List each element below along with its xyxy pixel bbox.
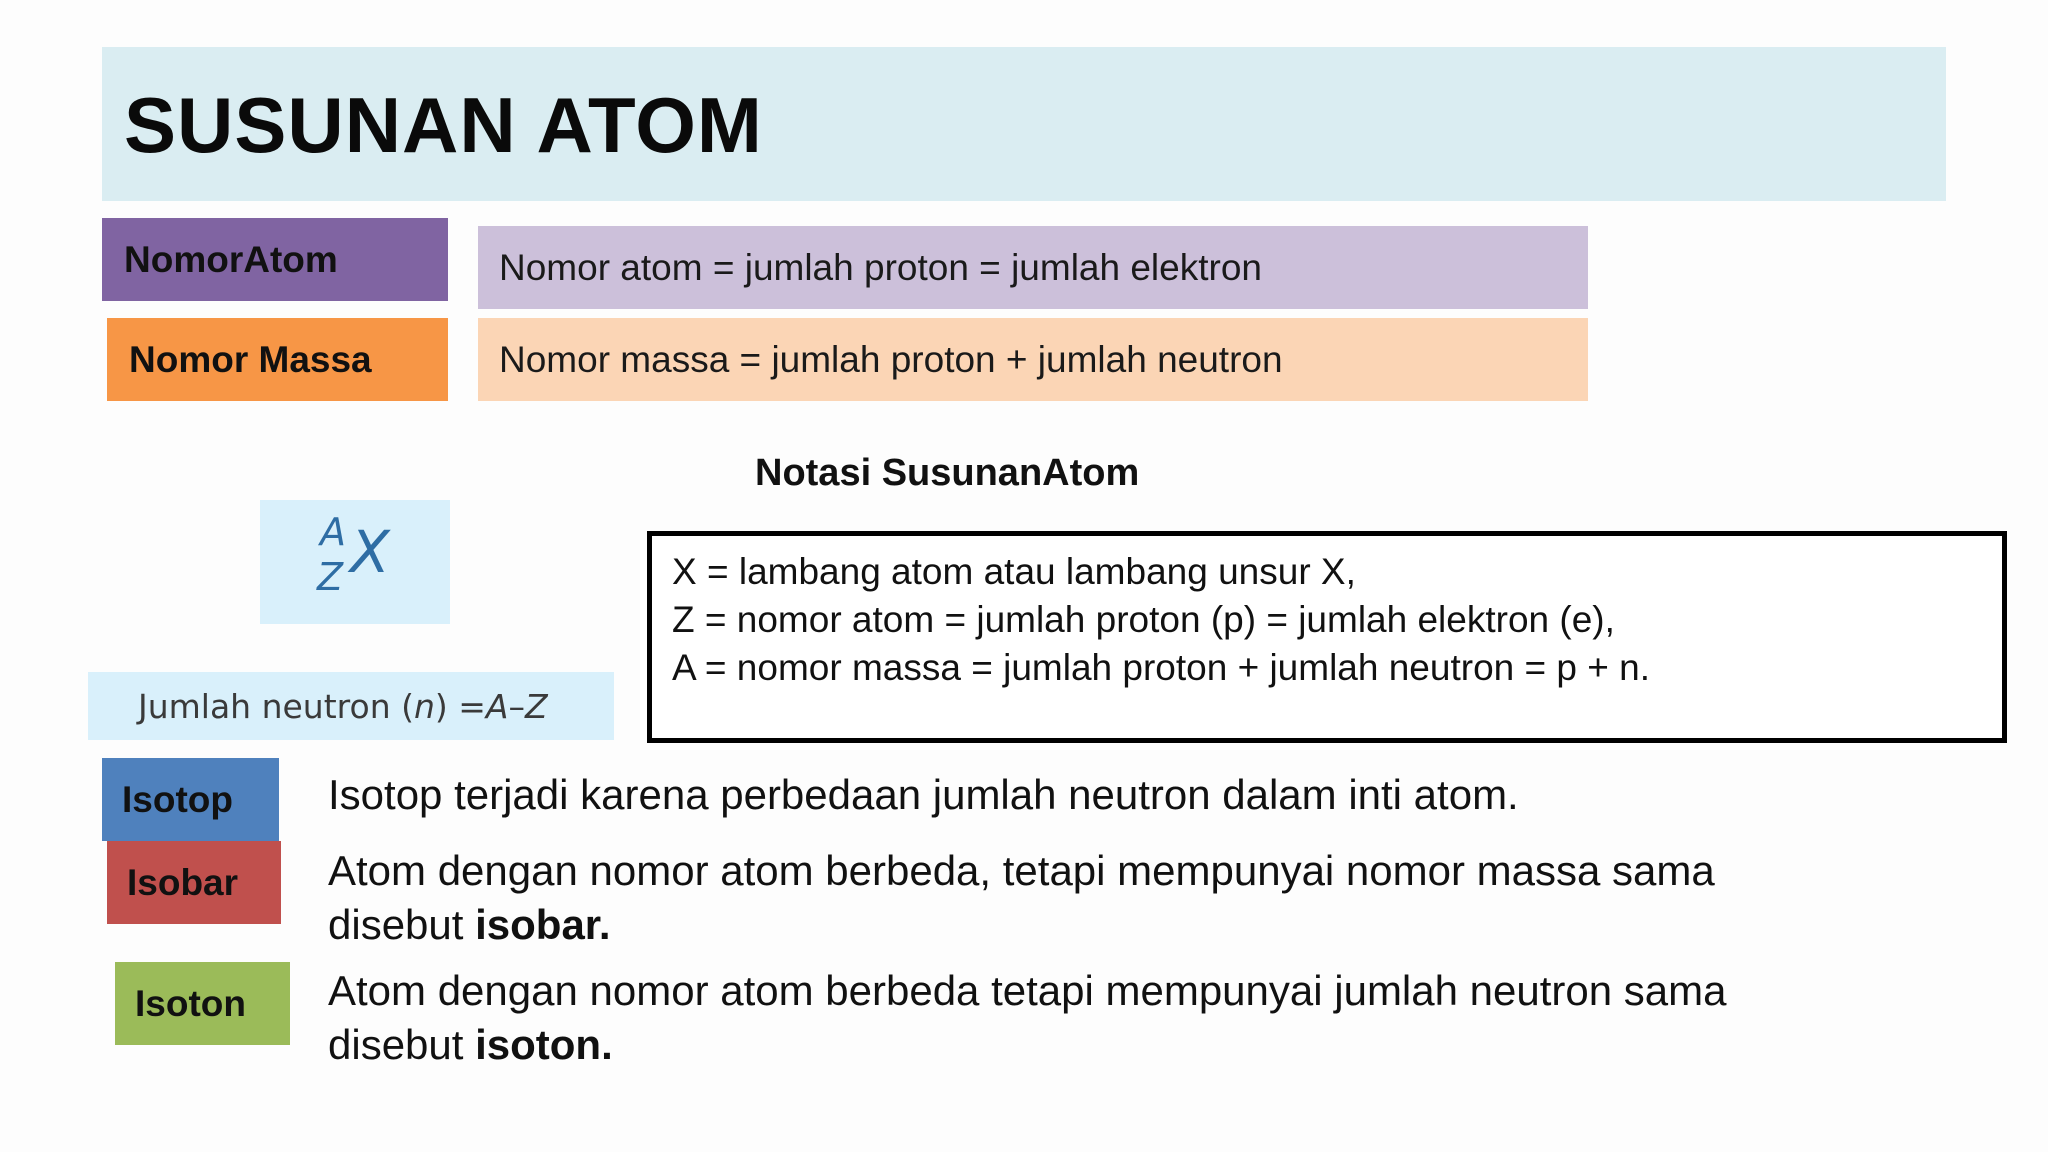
notation-legend	[647, 531, 2007, 743]
isoton-description-prefix: disebut	[328, 1021, 476, 1068]
neutron-formula-lead: Jumlah neutron (	[138, 686, 414, 726]
legend-line-a: A = nomor massa = jumlah proton + jumlah neutron = p + n.	[672, 647, 1650, 688]
isotop-description: Isotop terjadi karena perbedaan jumlah neutron dalam inti atom.	[328, 771, 1519, 818]
legend-line-z: Z = nomor atom = jumlah proton (p) = jumlah elektron (e),	[672, 599, 1615, 640]
atom-notation-symbol	[260, 500, 450, 624]
atomic-number-symbol: Z	[317, 555, 344, 599]
mass-number-symbol: A	[320, 510, 346, 554]
nomor-massa-definition: Nomor massa = jumlah proton + jumlah neutron	[478, 318, 1588, 401]
nomor-massa-label: Nomor Massa	[107, 318, 448, 401]
neutron-formula-a: A	[485, 686, 509, 726]
neutron-formula	[88, 672, 614, 740]
notation-title: Notasi SusunanAtom	[755, 452, 1140, 494]
neutron-formula-var: n	[413, 686, 435, 726]
isoton-term: isoton.	[475, 1021, 613, 1068]
neutron-formula-minus: –	[508, 686, 525, 726]
isobar-description-line1: Atom dengan nomor atom berbeda, tetapi mempunyai nomor massa sama	[328, 847, 1715, 894]
isoton-label: Isoton	[115, 962, 290, 1045]
isobar-label: Isobar	[107, 841, 281, 924]
isoton-description-line1: Atom dengan nomor atom berbeda tetapi mempunyai jumlah neutron sama	[328, 967, 1727, 1014]
nomor-atom-label: NomorAtom	[102, 218, 448, 301]
nomor-atom-definition: Nomor atom = jumlah proton = jumlah elektron	[478, 226, 1588, 309]
neutron-formula-z: Z	[525, 686, 548, 726]
legend-line-x: X = lambang atom atau lambang unsur X,	[672, 551, 1356, 592]
isobar-description	[328, 844, 1715, 952]
element-symbol: X	[350, 518, 390, 586]
isotop-label: Isotop	[102, 758, 279, 841]
isobar-term: isobar.	[475, 901, 611, 948]
isoton-description	[328, 964, 1726, 1072]
neutron-formula-rest: ) =	[434, 686, 486, 726]
page-title: SUSUNAN ATOM	[124, 81, 763, 169]
isobar-description-prefix: disebut	[328, 901, 476, 948]
